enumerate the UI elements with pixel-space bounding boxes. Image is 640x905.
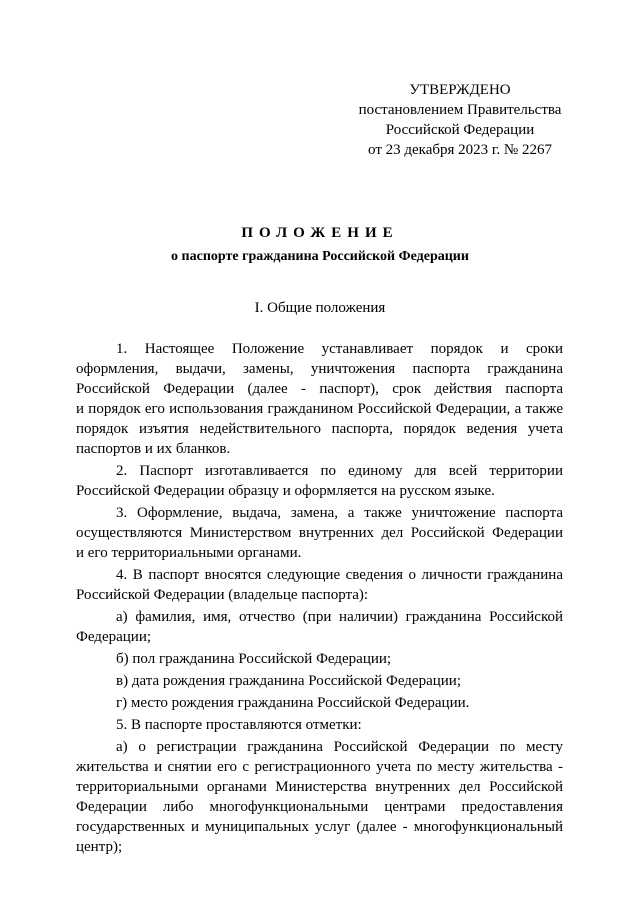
paragraph-4a: [76, 607, 563, 647]
text-line: 3. Оформление, выдача, замена, а также уничтожение паспорта: [116, 505, 563, 521]
paragraph-1: [76, 339, 563, 459]
approval-block: [355, 80, 565, 160]
text-line: паспортов и их бланков.: [76, 441, 231, 457]
text-line: 1. Настоящее Положение устанавливает порядок и сроки: [116, 341, 563, 357]
text-line: Российской Федерации образцу и оформляется на русском языке.: [76, 483, 495, 499]
text-line: и порядок его использования гражданином Российской Федерации, а также: [76, 401, 563, 417]
approval-government: Российской Федерации: [385, 122, 535, 138]
document-subtitle: о паспорте гражданина Российской Федерации: [171, 249, 469, 264]
text-line: 4. В паспорт вносятся следующие сведения о личности гражданина: [116, 567, 563, 583]
text-line: в) дата рождения гражданина Российской Федерации;: [116, 673, 461, 689]
text-line: б) пол гражданина Российской Федерации;: [116, 651, 392, 667]
text-line: территориальными органами Министерства внутренних дел Российской: [76, 779, 563, 795]
paragraph-4b: [76, 649, 563, 669]
paragraph-2: [76, 461, 563, 501]
paragraph-4: [76, 565, 563, 605]
paragraph-5a: [76, 737, 563, 857]
document-body: [76, 339, 563, 857]
text-line: Федерации;: [76, 629, 152, 645]
approval-date-number: от 23 декабря 2023 г. № 2267: [368, 142, 552, 158]
text-line: жительства и снятии его с регистрационного учета по месту жительства -: [76, 759, 563, 775]
text-line: Российской Федерации (далее - паспорт), срок действия паспорта: [76, 381, 563, 397]
text-line: 5. В паспорте проставляются отметки:: [116, 717, 362, 733]
paragraph-4c: [76, 671, 563, 691]
paragraph-3: [76, 503, 563, 563]
text-line: государственных и муниципальных услуг (далее - многофункциональный: [76, 819, 563, 835]
document-title: ПОЛОЖЕНИЕ: [241, 225, 399, 241]
text-line: оформления, выдачи, замены, уничтожения паспорта гражданина: [76, 361, 563, 377]
text-line: центр);: [76, 839, 123, 855]
approval-by-resolution: постановлением Правительства: [358, 102, 562, 118]
text-line: и его территориальными органами.: [76, 545, 302, 561]
text-line: порядок изъятия недействительного паспорта, порядок ведения учета: [76, 421, 563, 437]
text-line: Российской Федерации (владельце паспорта):: [76, 587, 369, 603]
paragraph-5: [76, 715, 563, 735]
text-line: 2. Паспорт изготавливается по единому для всей территории: [116, 463, 563, 479]
text-line: а) о регистрации гражданина Российской Федерации по месту: [116, 739, 563, 755]
section-title: I. Общие положения: [254, 300, 386, 316]
text-line: Федерации либо многофункциональными центрами предоставления: [76, 799, 563, 815]
text-line: осуществляются Министерством внутренних дел Российской Федерации: [76, 525, 563, 541]
paragraph-4d: [76, 693, 563, 713]
approval-stamp: УТВЕРЖДЕНО: [409, 82, 511, 98]
text-line: а) фамилия, имя, отчество (при наличии) гражданина Российской: [116, 609, 563, 625]
text-line: г) место рождения гражданина Российской Федерации.: [116, 695, 470, 711]
